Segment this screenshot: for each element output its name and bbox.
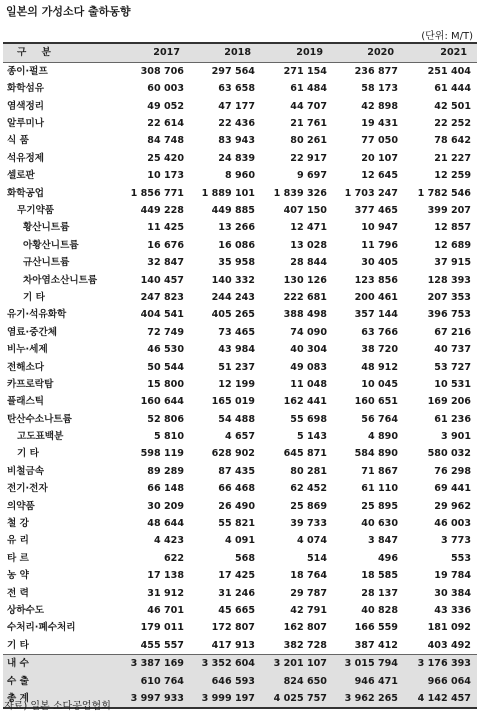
row-label: 비철금속 xyxy=(7,465,45,477)
row-value: 387 412 xyxy=(354,639,398,651)
row-label: 수 출 xyxy=(3,673,117,690)
row-value: 63 766 xyxy=(361,326,398,338)
row-value: 200 461 xyxy=(354,291,398,303)
row-value: 38 720 xyxy=(361,344,398,356)
row-value: 382 728 xyxy=(283,639,327,651)
row-value: 966 064 xyxy=(404,673,477,690)
row-label: 플래스틱 xyxy=(7,396,45,408)
row-value: 8 960 xyxy=(224,170,255,182)
row-label: 농 약 xyxy=(7,570,29,582)
row-label: 전 력 xyxy=(7,587,29,599)
row-value: 236 877 xyxy=(354,65,398,77)
row-value: 62 452 xyxy=(290,483,327,495)
row-value: 12 471 xyxy=(290,222,327,234)
row-label: 기 타 xyxy=(7,639,29,651)
row-label: 내 수 xyxy=(3,655,117,673)
row-value: 42 501 xyxy=(434,100,471,112)
row-value: 449 228 xyxy=(140,205,184,217)
table-row xyxy=(3,133,477,150)
row-value: 30 209 xyxy=(147,500,184,512)
row-value: 21 761 xyxy=(290,118,327,130)
table-row xyxy=(3,272,477,289)
row-value: 417 913 xyxy=(211,639,255,651)
row-label: 무기약품 xyxy=(17,205,55,217)
row-value: 11 048 xyxy=(290,378,327,390)
row-value: 67 216 xyxy=(434,326,471,338)
row-value: 3 901 xyxy=(440,431,471,443)
row-value: 43 984 xyxy=(218,344,255,356)
row-value: 42 898 xyxy=(361,100,398,112)
row-label: 규산니트륨 xyxy=(23,257,70,269)
row-value: 377 465 xyxy=(354,205,398,217)
table-row xyxy=(3,341,477,358)
row-label: 전기·전자 xyxy=(7,483,48,495)
page-title: 일본의 가성소다 출하동향 xyxy=(6,5,131,18)
row-value: 169 206 xyxy=(427,396,471,408)
row-value: 598 119 xyxy=(140,448,184,460)
row-label: 종이·펄프 xyxy=(7,65,48,77)
row-value: 77 050 xyxy=(361,135,398,147)
row-value: 61 236 xyxy=(434,413,471,425)
row-value: 162 441 xyxy=(283,396,327,408)
table-body xyxy=(3,63,477,709)
row-value: 251 404 xyxy=(427,65,471,77)
row-value: 66 148 xyxy=(147,483,184,495)
row-value: 35 958 xyxy=(218,257,255,269)
row-value: 222 681 xyxy=(283,291,327,303)
table-row xyxy=(3,446,477,463)
row-value: 247 823 xyxy=(140,291,184,303)
row-value: 179 011 xyxy=(140,622,184,634)
row-value: 4 074 xyxy=(296,535,327,547)
row-value: 83 943 xyxy=(218,135,255,147)
row-label: 석유정제 xyxy=(7,152,45,164)
row-value: 55 698 xyxy=(290,413,327,425)
row-value: 3 352 604 xyxy=(190,655,261,673)
row-label: 철 강 xyxy=(7,518,29,530)
row-value: 357 144 xyxy=(354,309,398,321)
table-row xyxy=(3,306,477,323)
row-label: 셀로판 xyxy=(7,170,35,182)
row-label: 비누·세제 xyxy=(7,344,48,356)
row-value: 3 847 xyxy=(367,535,398,547)
row-value: 128 393 xyxy=(427,274,471,286)
row-value: 31 246 xyxy=(218,587,255,599)
header-year: 2019 xyxy=(261,43,333,63)
row-value: 12 857 xyxy=(434,222,471,234)
row-value: 628 902 xyxy=(211,448,255,460)
row-value: 160 644 xyxy=(140,396,184,408)
row-value: 15 800 xyxy=(147,378,184,390)
header-year: 2018 xyxy=(190,43,261,63)
row-label: 염색정리 xyxy=(7,100,45,112)
row-value: 399 207 xyxy=(427,205,471,217)
row-value: 87 435 xyxy=(218,465,255,477)
row-value: 162 807 xyxy=(283,622,327,634)
row-value: 58 173 xyxy=(361,83,398,95)
row-value: 207 353 xyxy=(427,291,471,303)
row-value: 166 559 xyxy=(354,622,398,634)
header-row xyxy=(3,43,477,63)
row-value: 1 703 247 xyxy=(344,187,398,199)
table-row xyxy=(3,567,477,584)
row-value: 10 531 xyxy=(434,378,471,390)
row-value: 22 917 xyxy=(290,152,327,164)
row-value: 1 856 771 xyxy=(130,187,184,199)
header-year: 2017 xyxy=(117,43,190,63)
header-year: 2021 xyxy=(404,43,477,63)
row-value: 61 110 xyxy=(361,483,398,495)
row-value: 49 052 xyxy=(147,100,184,112)
row-value: 584 890 xyxy=(354,448,398,460)
table-row xyxy=(3,585,477,602)
row-value: 42 791 xyxy=(290,605,327,616)
row-value: 56 764 xyxy=(361,413,398,425)
row-value: 20 107 xyxy=(361,152,398,164)
row-value: 514 xyxy=(306,552,327,564)
row-value: 32 847 xyxy=(147,257,184,269)
row-value: 40 630 xyxy=(361,518,398,530)
row-value: 824 650 xyxy=(261,673,333,690)
row-value: 78 642 xyxy=(434,135,471,147)
table-row xyxy=(3,98,477,115)
row-value: 37 915 xyxy=(434,257,471,269)
row-label: 탄산수소나트륨 xyxy=(7,413,72,425)
row-label: 수처리·폐수처리 xyxy=(7,622,76,634)
row-value: 66 468 xyxy=(218,483,255,495)
row-value: 40 828 xyxy=(361,605,398,616)
row-value: 44 707 xyxy=(290,100,327,112)
unit-note: (단위: M/T) xyxy=(421,31,473,42)
row-value: 25 869 xyxy=(290,500,327,512)
row-value: 404 541 xyxy=(140,309,184,321)
row-value: 3 015 794 xyxy=(333,655,404,673)
row-value: 46 003 xyxy=(434,518,471,530)
table-row xyxy=(3,63,477,81)
source-note: 자료) 일본 소다공업협회 xyxy=(4,701,111,712)
header-year: 2020 xyxy=(333,43,404,63)
row-value: 31 912 xyxy=(147,587,184,599)
row-value: 26 490 xyxy=(218,500,255,512)
row-label: 화학공업 xyxy=(7,187,45,199)
row-value: 12 199 xyxy=(218,378,255,390)
row-value: 165 019 xyxy=(211,396,255,408)
row-value: 622 xyxy=(163,552,184,564)
table-row xyxy=(3,167,477,184)
row-value: 61 444 xyxy=(434,83,471,95)
row-value: 160 651 xyxy=(354,396,398,408)
row-value: 22 614 xyxy=(147,118,184,130)
row-value: 10 045 xyxy=(361,378,398,390)
row-value: 30 384 xyxy=(434,587,471,599)
table-row xyxy=(3,80,477,97)
row-value: 72 749 xyxy=(147,326,184,338)
row-label: 상하수도 xyxy=(7,605,45,616)
row-value: 449 885 xyxy=(211,205,255,217)
row-value: 45 665 xyxy=(218,605,255,616)
row-value: 568 xyxy=(234,552,255,564)
table-row xyxy=(3,533,477,550)
row-value: 10 947 xyxy=(361,222,398,234)
row-value: 76 298 xyxy=(434,465,471,477)
table-row xyxy=(3,220,477,237)
row-value: 89 289 xyxy=(147,465,184,477)
row-value: 396 753 xyxy=(427,309,471,321)
row-value: 580 032 xyxy=(427,448,471,460)
row-label: 유 리 xyxy=(7,535,29,547)
row-label: 알루미나 xyxy=(7,118,45,130)
row-value: 84 748 xyxy=(147,135,184,147)
row-label: 의약품 xyxy=(7,500,35,512)
row-label: 아황산니트륨 xyxy=(23,239,79,251)
row-value: 29 962 xyxy=(434,500,471,512)
row-label: 전해소다 xyxy=(7,361,45,373)
row-value: 25 420 xyxy=(147,152,184,164)
row-value: 61 484 xyxy=(290,83,327,95)
row-value: 12 259 xyxy=(434,170,471,182)
table-row xyxy=(3,254,477,271)
row-value: 496 xyxy=(377,552,398,564)
row-value: 297 564 xyxy=(211,65,255,77)
row-value: 17 425 xyxy=(218,570,255,582)
row-value: 123 856 xyxy=(354,274,398,286)
row-value: 12 689 xyxy=(434,239,471,251)
row-value: 54 488 xyxy=(218,413,255,425)
row-value: 13 266 xyxy=(218,222,255,234)
row-value: 4 890 xyxy=(367,431,398,443)
row-value: 80 261 xyxy=(290,135,327,147)
row-label: 기 타 xyxy=(23,291,45,303)
table-row xyxy=(3,515,477,532)
row-value: 130 126 xyxy=(283,274,327,286)
row-value: 40 737 xyxy=(434,344,471,356)
row-value: 388 498 xyxy=(283,309,327,321)
row-label: 염료·중간체 xyxy=(7,326,57,338)
row-value: 244 243 xyxy=(211,291,255,303)
row-value: 5 143 xyxy=(296,431,327,443)
row-value: 21 227 xyxy=(434,152,471,164)
row-value: 73 465 xyxy=(218,326,255,338)
row-value: 16 086 xyxy=(218,239,255,251)
table-row xyxy=(3,463,477,480)
row-value: 50 544 xyxy=(147,361,184,373)
row-value: 18 764 xyxy=(290,570,327,582)
row-value: 1 782 546 xyxy=(417,187,471,199)
row-value: 11 425 xyxy=(147,222,184,234)
row-label: 유기·석유화학 xyxy=(7,309,67,321)
row-label: 기 타 xyxy=(17,448,39,460)
row-value: 22 252 xyxy=(434,118,471,130)
row-value: 30 405 xyxy=(361,257,398,269)
table-row xyxy=(3,393,477,410)
row-value: 19 784 xyxy=(434,570,471,582)
table-row xyxy=(3,237,477,254)
row-value: 48 644 xyxy=(147,518,184,530)
row-value: 63 658 xyxy=(218,83,255,95)
row-value: 43 336 xyxy=(434,605,471,616)
row-value: 28 137 xyxy=(361,587,398,599)
row-label: 차아염소산니트륨 xyxy=(23,274,98,286)
row-value: 140 457 xyxy=(140,274,184,286)
row-value: 29 787 xyxy=(290,587,327,599)
table-row xyxy=(3,411,477,428)
row-value: 60 003 xyxy=(147,83,184,95)
row-value: 12 645 xyxy=(361,170,398,182)
row-value: 69 441 xyxy=(434,483,471,495)
table-row xyxy=(3,480,477,497)
row-value: 172 807 xyxy=(211,622,255,634)
row-value: 4 657 xyxy=(224,431,255,443)
table-row xyxy=(3,655,477,673)
row-value: 3 201 107 xyxy=(261,655,333,673)
row-value: 48 912 xyxy=(361,361,398,373)
row-value: 1 839 326 xyxy=(273,187,327,199)
table-row xyxy=(3,202,477,219)
table-row xyxy=(3,602,477,619)
row-label: 카프로락탐 xyxy=(7,378,54,390)
table-row xyxy=(3,428,477,445)
row-value: 28 844 xyxy=(290,257,327,269)
row-value: 553 xyxy=(450,552,471,564)
row-value: 13 028 xyxy=(290,239,327,251)
row-value: 22 436 xyxy=(218,118,255,130)
row-value: 80 281 xyxy=(290,465,327,477)
shipment-table xyxy=(3,42,477,709)
row-value: 71 867 xyxy=(361,465,398,477)
row-label: 황산니트륨 xyxy=(23,222,70,234)
header-label: 구 분 xyxy=(3,43,117,63)
row-value: 308 706 xyxy=(140,65,184,77)
row-value: 16 676 xyxy=(147,239,184,251)
row-value: 645 871 xyxy=(283,448,327,460)
table-row xyxy=(3,185,477,202)
table-row xyxy=(3,289,477,306)
row-value: 5 810 xyxy=(153,431,184,443)
table-row xyxy=(3,359,477,376)
row-value: 46 701 xyxy=(147,605,184,616)
table-row xyxy=(3,498,477,515)
row-value: 51 237 xyxy=(218,361,255,373)
row-value: 74 090 xyxy=(290,326,327,338)
row-value: 52 806 xyxy=(147,413,184,425)
row-value: 19 431 xyxy=(361,118,398,130)
row-value: 946 471 xyxy=(333,673,404,690)
row-label: 화학섬유 xyxy=(7,83,45,95)
row-value: 1 889 101 xyxy=(201,187,255,199)
table-row xyxy=(3,673,477,690)
row-value: 455 557 xyxy=(140,639,184,651)
row-value: 610 764 xyxy=(117,673,190,690)
row-value: 4 091 xyxy=(224,535,255,547)
row-value: 55 821 xyxy=(218,518,255,530)
row-value: 140 332 xyxy=(211,274,255,286)
table-row xyxy=(3,620,477,637)
row-label: 총 계 xyxy=(3,690,117,708)
row-value: 4 423 xyxy=(153,535,184,547)
table-row xyxy=(3,150,477,167)
row-value: 3 387 169 xyxy=(117,655,190,673)
row-value: 271 154 xyxy=(283,65,327,77)
row-value: 3 997 933 xyxy=(117,690,190,708)
row-value: 47 177 xyxy=(218,100,255,112)
table-row xyxy=(3,376,477,393)
table-row xyxy=(3,550,477,567)
row-value: 40 304 xyxy=(290,344,327,356)
row-value: 24 839 xyxy=(218,152,255,164)
row-value: 3 999 197 xyxy=(190,690,261,708)
row-value: 181 092 xyxy=(427,622,471,634)
table-row xyxy=(3,115,477,132)
row-value: 17 138 xyxy=(147,570,184,582)
row-value: 403 492 xyxy=(427,639,471,651)
row-value: 49 083 xyxy=(290,361,327,373)
row-label: 고도표백분 xyxy=(17,431,64,443)
row-value: 9 697 xyxy=(296,170,327,182)
row-value: 646 593 xyxy=(190,673,261,690)
row-value: 53 727 xyxy=(434,361,471,373)
row-value: 407 150 xyxy=(283,205,327,217)
row-value: 18 585 xyxy=(361,570,398,582)
table-row xyxy=(3,324,477,341)
row-value: 3 962 265 xyxy=(333,690,404,708)
row-value: 25 895 xyxy=(361,500,398,512)
row-value: 4 025 757 xyxy=(261,690,333,708)
table-row xyxy=(3,637,477,655)
row-value: 39 733 xyxy=(290,518,327,530)
row-label: 식 품 xyxy=(7,135,29,147)
row-value: 10 173 xyxy=(147,170,184,182)
row-value: 46 530 xyxy=(147,344,184,356)
row-value: 405 265 xyxy=(211,309,255,321)
row-value: 3 773 xyxy=(440,535,471,547)
row-label: 타 르 xyxy=(7,552,29,564)
row-value: 3 176 393 xyxy=(404,655,477,673)
row-value: 4 142 457 xyxy=(404,690,477,708)
row-value: 11 796 xyxy=(361,239,398,251)
